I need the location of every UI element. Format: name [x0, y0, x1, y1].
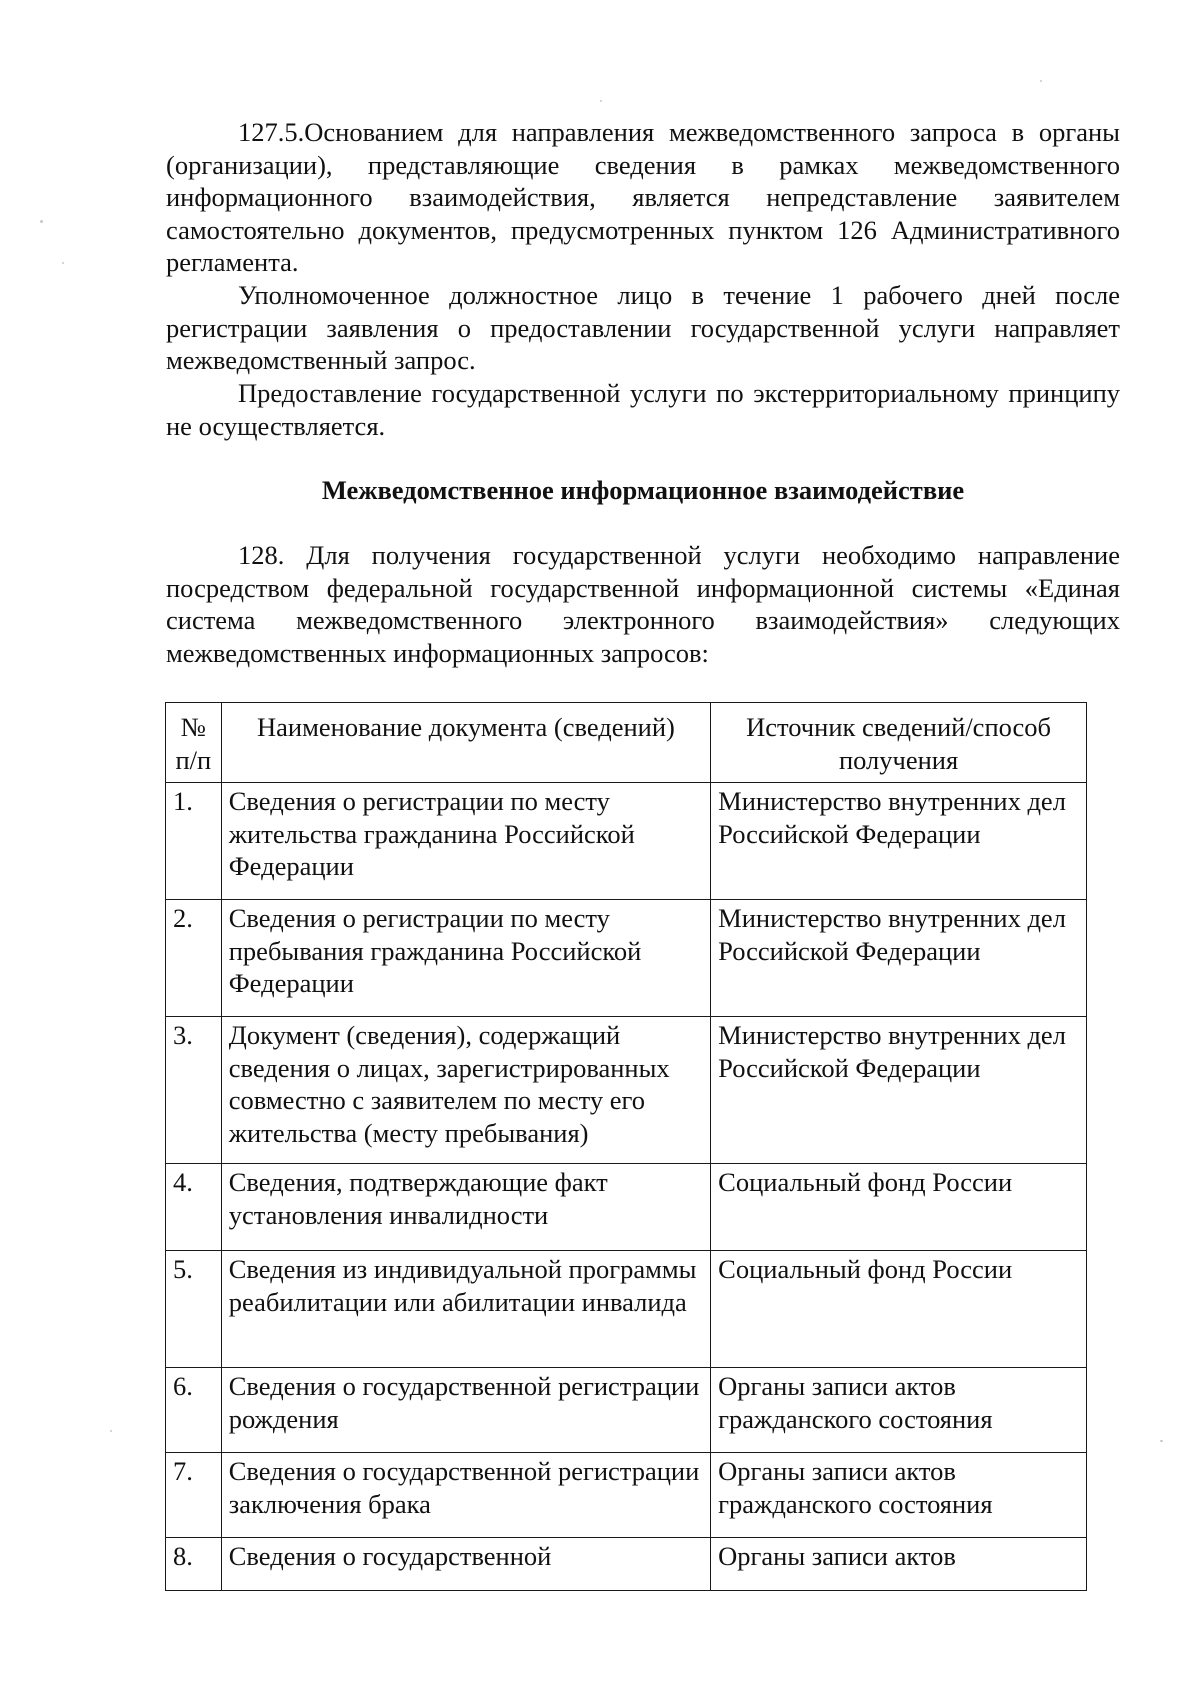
row-document-name: Документ (сведения), содержащий сведения о лицах, зарегистрированных совместно с заявителем по месту его жительства (месту пребывания) [221, 1017, 710, 1164]
row-number: 7. [166, 1453, 222, 1538]
scan-noise-speck [40, 220, 43, 223]
row-source: Органы записи актов [711, 1538, 1087, 1591]
table-row [166, 900, 1087, 1017]
row-number: 6. [166, 1368, 222, 1453]
section-heading: Межведомственное информационное взаимодействие [321, 475, 965, 505]
row-document-name: Сведения, подтверждающие факт установления инвалидности [221, 1164, 710, 1251]
table-header-row [166, 703, 1087, 783]
requests-table [165, 702, 1087, 1591]
paragraph-127-5 [166, 116, 1120, 279]
scan-noise-speck [110, 1430, 112, 1432]
paragraph-text: 128. Для получения государственной услуги необходимо направление посредством федеральной государственной информационной системы «Единая система межведомственного электронного взаимодействия» следующих межведомственных информационных запросов: [166, 540, 1120, 668]
row-source: Министерство внутренних дел Российской Федерации [711, 900, 1087, 1017]
table-row [166, 783, 1087, 900]
row-document-name: Сведения о государственной [221, 1538, 710, 1591]
paragraph-text: Предоставление государственной услуги по экстерриториальному принципу не осуществляется. [166, 378, 1120, 441]
scan-noise-speck [1040, 80, 1042, 82]
row-source: Социальный фонд России [711, 1164, 1087, 1251]
row-document-name: Сведения о государственной регистрации рождения [221, 1368, 710, 1453]
row-source: Органы записи актов гражданского состояния [711, 1453, 1087, 1538]
scan-noise-speck [62, 262, 64, 264]
row-number: 4. [166, 1164, 222, 1251]
table-row [166, 1017, 1087, 1164]
row-source: Министерство внутренних дел Российской Федерации [711, 783, 1087, 900]
row-document-name: Сведения из индивидуальной программы реабилитации или абилитации инвалида [221, 1251, 710, 1368]
table-row [166, 1453, 1087, 1538]
scan-noise-speck [600, 100, 602, 102]
paragraph-authorized-official [166, 279, 1120, 377]
row-number: 2. [166, 900, 222, 1017]
row-source: Социальный фонд России [711, 1251, 1087, 1368]
row-document-name: Сведения о регистрации по месту жительства гражданина Российской Федерации [221, 783, 710, 900]
row-number: 3. [166, 1017, 222, 1164]
row-source: Органы записи актов гражданского состояния [711, 1368, 1087, 1453]
row-source: Министерство внутренних дел Российской Федерации [711, 1017, 1087, 1164]
paragraph-exterritorial [166, 377, 1120, 442]
row-document-name: Сведения о регистрации по месту пребывания гражданина Российской Федерации [221, 900, 710, 1017]
table-row [166, 1368, 1087, 1453]
header-source: Источник сведений/способ получения [711, 703, 1087, 783]
paragraph-128 [166, 539, 1120, 669]
paragraph-text: Уполномоченное должностное лицо в течение 1 рабочего дней после регистрации заявления о предоставлении государственной услуги направляет межведомственный запрос. [166, 280, 1120, 375]
table-row [166, 1164, 1087, 1251]
row-number: 8. [166, 1538, 222, 1591]
header-number: № п/п [166, 703, 222, 783]
row-number: 5. [166, 1251, 222, 1368]
header-document-name: Наименование документа (сведений) [221, 703, 710, 783]
table-row [166, 1538, 1087, 1591]
row-document-name: Сведения о государственной регистрации заключения брака [221, 1453, 710, 1538]
table-row [166, 1251, 1087, 1368]
row-number: 1. [166, 783, 222, 900]
scan-noise-speck [1160, 1440, 1163, 1442]
paragraph-text: 127.5.Основанием для направления межведомственного запроса в органы (организации), представляющие сведения в рамках межведомственного информационного взаимодействия, является непредставление заявителем самостоятельно документов, предусмотренных пунктом 126 Административного регламента. [166, 117, 1120, 277]
